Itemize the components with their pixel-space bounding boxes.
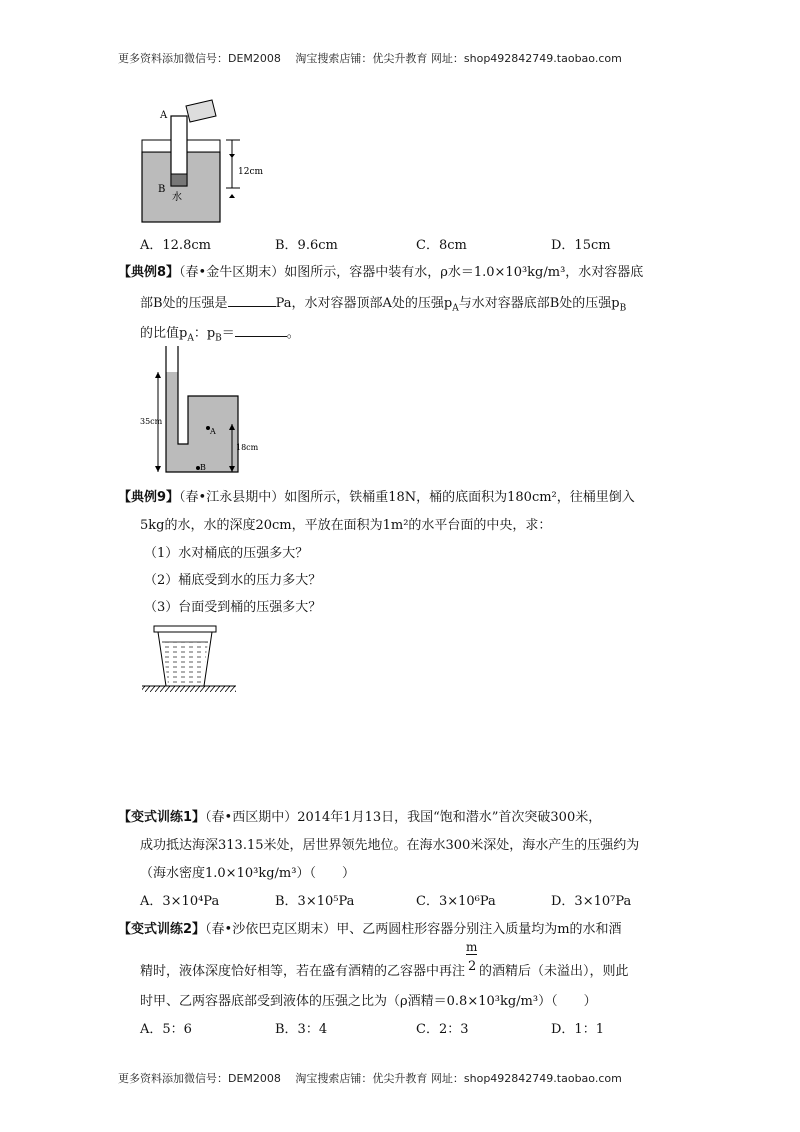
training2-line1: 【变式训练2】（春•沙依巴克区期末）甲、乙两圆柱形容器分别注入质量均为m的水和酒 — [118, 922, 622, 937]
page-header: 更多资料添加微信号：DEM2008 淘宝搜索店铺：优尖升教育 网址：shop492842749.taobao.com — [118, 52, 622, 65]
option-c: C．8cm — [416, 238, 467, 253]
example8-line1: 【典例8】（春•金牛区期末）如图所示，容器中装有水，ρ水＝1.0×10³kg/m³，水对容器底 — [118, 265, 644, 280]
training2-option-d: D．1：1 — [551, 1022, 604, 1037]
training2-line3: 时甲、乙两容器底部受到液体的压强之比为（ρ酒精＝0.8×10³kg/m³）（ ） — [140, 994, 597, 1009]
training2-line2: 精时，液体深度恰好相等，若在盛有酒精的乙容器中再注 $\frac{m}{2}$ 的酒精后（未溢出），则此 — [140, 940, 629, 979]
training1-line1: 【变式训练1】（春•西区期中）2014年1月13日，我国“饱和潜水”首次突破300米， — [118, 810, 602, 825]
example9-q1: （1）水对桶底的压强多大？ — [144, 546, 309, 561]
label-35cm: 35cm — [140, 417, 163, 426]
example8-line3: 的比值$p_A$：$p_B=$ 。 — [140, 326, 300, 344]
label-a: A — [160, 110, 168, 121]
figure-container-pipe — [140, 344, 270, 476]
example8-line2: 部B处的压强是 Pa，水对容器顶部A处的压强$p_A$与水对容器底部B处的压强$p_B$ — [140, 296, 627, 314]
training2-option-b: B．3：4 — [275, 1022, 328, 1037]
training1-option-c: C．3×10⁶Pa — [416, 894, 496, 909]
page-footer: 更多资料添加微信号：DEM2008 淘宝搜索店铺：优尖升教育 网址：shop492842749.taobao.com — [118, 1072, 622, 1085]
option-b: B．9.6cm — [275, 238, 338, 253]
training1-option-a: A．3×10⁴Pa — [140, 894, 220, 909]
training1-line3: （海水密度1.0×10³kg/m³）（ ） — [140, 866, 355, 881]
option-a: A．12.8cm — [140, 238, 211, 253]
example9-q3: （3）台面受到桶的压强多大？ — [144, 600, 322, 615]
training1-option-d: D．3×10⁷Pa — [551, 894, 632, 909]
label-height: 12cm — [238, 167, 264, 177]
training2-option-a: A．5：6 — [140, 1022, 192, 1037]
example9-line1: 【典例9】（春•江永县期中）如图所示，铁桶重18N，桶的底面积为180cm²，往桶里倒入 — [118, 490, 635, 505]
label-a: A — [210, 427, 216, 436]
example9-q2: （2）桶底受到水的压力多大？ — [144, 573, 322, 588]
training2-option-c: C．2：3 — [416, 1022, 469, 1037]
answer-blank-2[interactable] — [235, 324, 287, 337]
fraction-m-over-2: $\frac{m}{2}$ — [466, 940, 478, 974]
label-18cm: 18cm — [236, 443, 259, 452]
figure-bucket — [140, 620, 240, 696]
label-water: 水 — [172, 192, 182, 203]
answer-blank-1[interactable] — [228, 294, 276, 307]
figure-tube-container — [140, 96, 270, 226]
training1-line2: 成功抵达海深313.15米处，居世界领先地位。在海水300米深处，海水产生的压强约为 — [140, 838, 640, 853]
example9-line2: 5kg的水，水的深度20cm，平放在面积为1m²的水平台面的中央，求： — [140, 518, 552, 533]
label-b: B — [158, 184, 166, 195]
training1-option-b: B．3×10⁵Pa — [275, 894, 355, 909]
option-d: D．15cm — [551, 238, 611, 253]
label-b: B — [200, 463, 206, 472]
